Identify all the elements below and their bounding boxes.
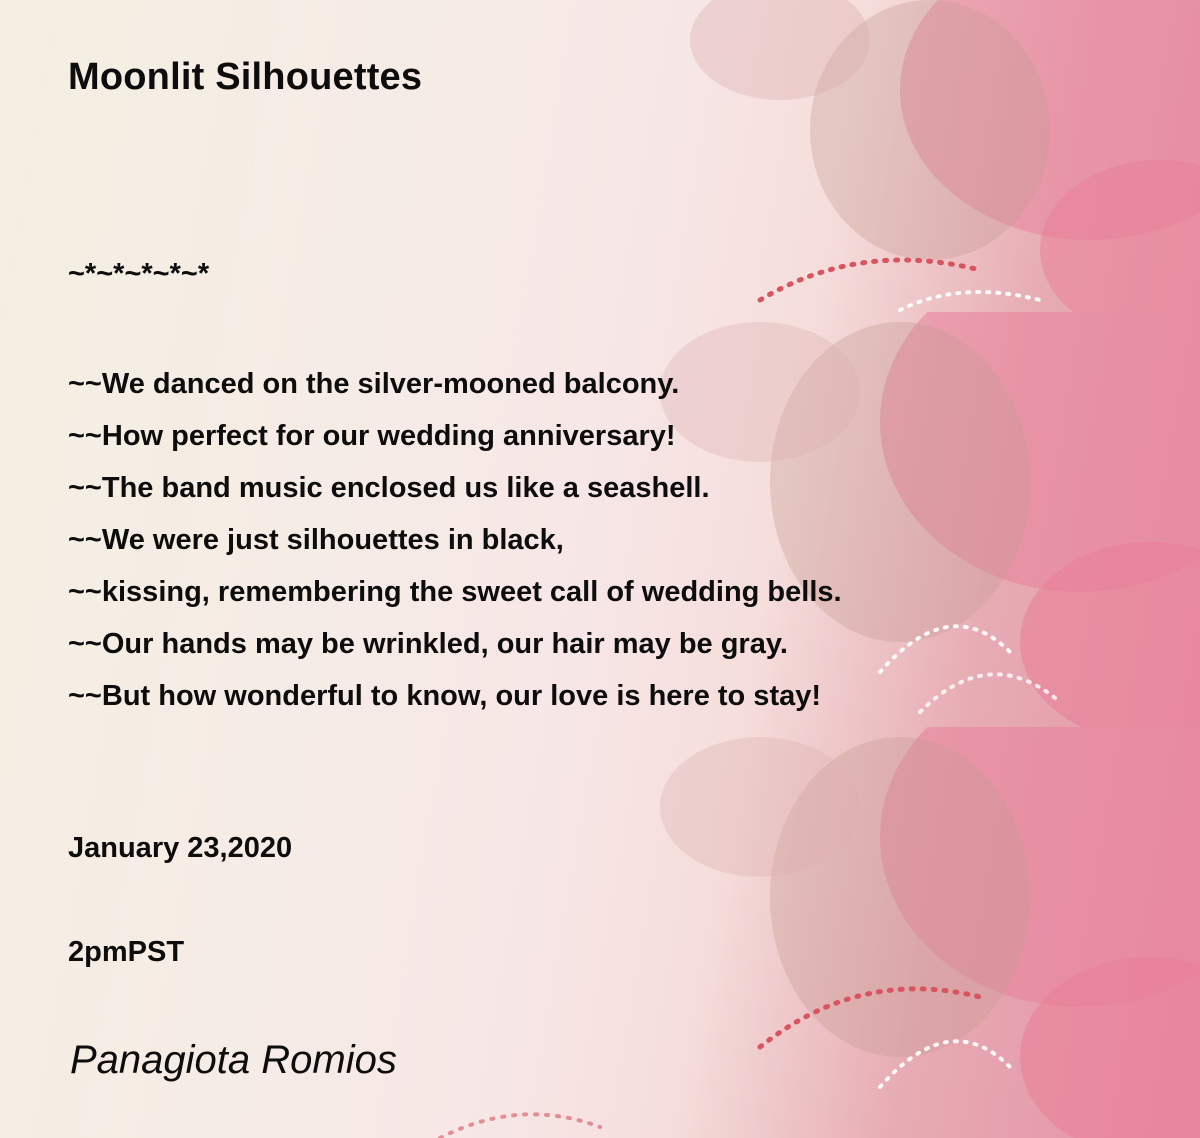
poem-author: Panagiota Romios — [70, 1038, 397, 1082]
poem-title: Moonlit Silhouettes — [68, 56, 423, 98]
poem-line: ~~kissing, remembering the sweet call of wedding bells. — [68, 576, 842, 608]
poem-line: ~~We danced on the silver-mooned balcony. — [68, 368, 680, 400]
poem-body — [68, 364, 842, 728]
poem-date: January 23,2020 — [68, 832, 293, 864]
poem-line: ~~The band music enclosed us like a seashell. — [68, 472, 710, 504]
poem-line: ~~How perfect for our wedding anniversary! — [68, 420, 676, 452]
poem-line: ~~Our hands may be wrinkled, our hair may be gray. — [68, 628, 788, 660]
poem-time: 2pmPST — [68, 936, 185, 968]
poem-line: ~~We were just silhouettes in black, — [68, 524, 564, 556]
poem-separator: ~*~*~*~*~* — [68, 258, 210, 290]
poem-line: ~~But how wonderful to know, our love is here to stay! — [68, 680, 822, 712]
